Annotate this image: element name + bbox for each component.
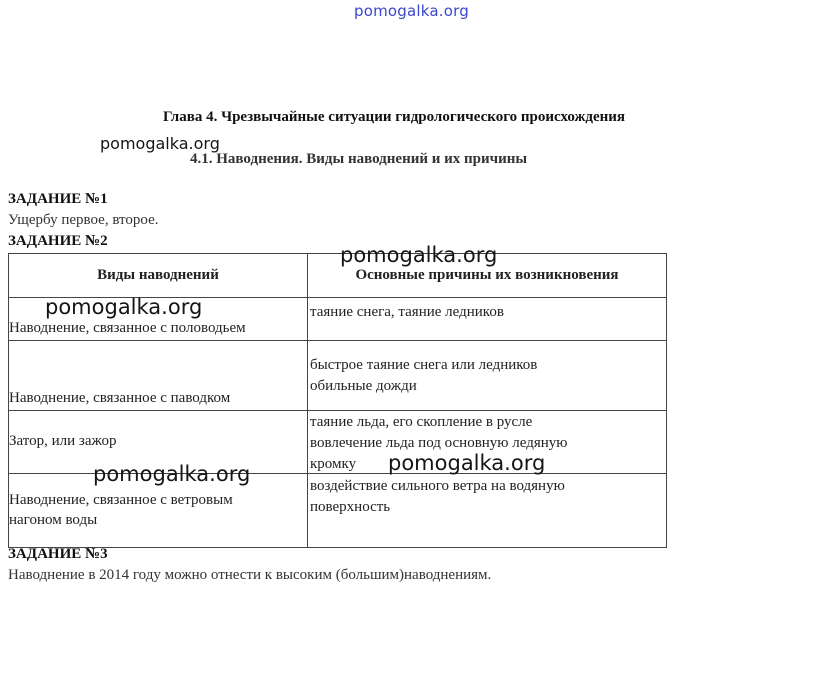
flood-type: Наводнение, связанное с паводком	[9, 390, 231, 406]
task2-heading: ЗАДАНИЕ №2	[8, 233, 108, 249]
flood-type: нагоном воды	[9, 512, 98, 528]
watermark: pomogalka.org	[340, 243, 498, 267]
watermark: pomogalka.org	[93, 462, 251, 486]
chapter-title: Глава 4. Чрезвычайные ситуации гидрологического происхождения	[162, 109, 626, 125]
flood-cause: таяние снега, таяние ледников	[310, 304, 504, 320]
site-header-link[interactable]: pomogalka.org	[354, 2, 469, 20]
table-cell	[308, 474, 667, 548]
section-title: 4.1. Наводнения. Виды наводнений и их причины	[190, 151, 528, 167]
flood-cause: вовлечение льда под основную ледяную	[310, 435, 568, 451]
flood-type: Затор, или зажор	[9, 433, 117, 449]
table-cell	[308, 298, 667, 341]
flood-cause: кромку	[310, 456, 357, 472]
flood-cause: быстрое таяние снега или ледников	[310, 357, 538, 373]
watermark: pomogalka.org	[100, 134, 220, 153]
task1-heading: ЗАДАНИЕ №1	[8, 191, 108, 207]
task3-heading: ЗАДАНИЕ №3	[8, 546, 108, 562]
watermark: pomogalka.org	[388, 451, 546, 475]
table-cell	[9, 341, 308, 411]
table-row	[9, 341, 667, 411]
flood-cause: поверхность	[310, 499, 391, 515]
flood-cause: воздействие сильного ветра на водяную	[310, 478, 565, 494]
watermark: pomogalka.org	[45, 295, 203, 319]
table-header-row	[9, 254, 667, 298]
column-header-causes: Основные причины их возникновения	[308, 254, 667, 298]
table-cell	[308, 341, 667, 411]
task1-answer: Ущербу первое, второе.	[8, 212, 159, 228]
flood-type: Наводнение, связанное с половодьем	[9, 320, 246, 336]
column-header-types: Виды наводнений	[9, 254, 308, 298]
flood-cause: таяние льда, его скопление в русле	[310, 414, 533, 430]
task3-answer: Наводнение в 2014 году можно отнести к высоким (большим)наводнениям.	[8, 567, 492, 583]
flood-type: Наводнение, связанное с ветровым	[9, 492, 233, 508]
flood-cause: обильные дожди	[310, 378, 417, 394]
